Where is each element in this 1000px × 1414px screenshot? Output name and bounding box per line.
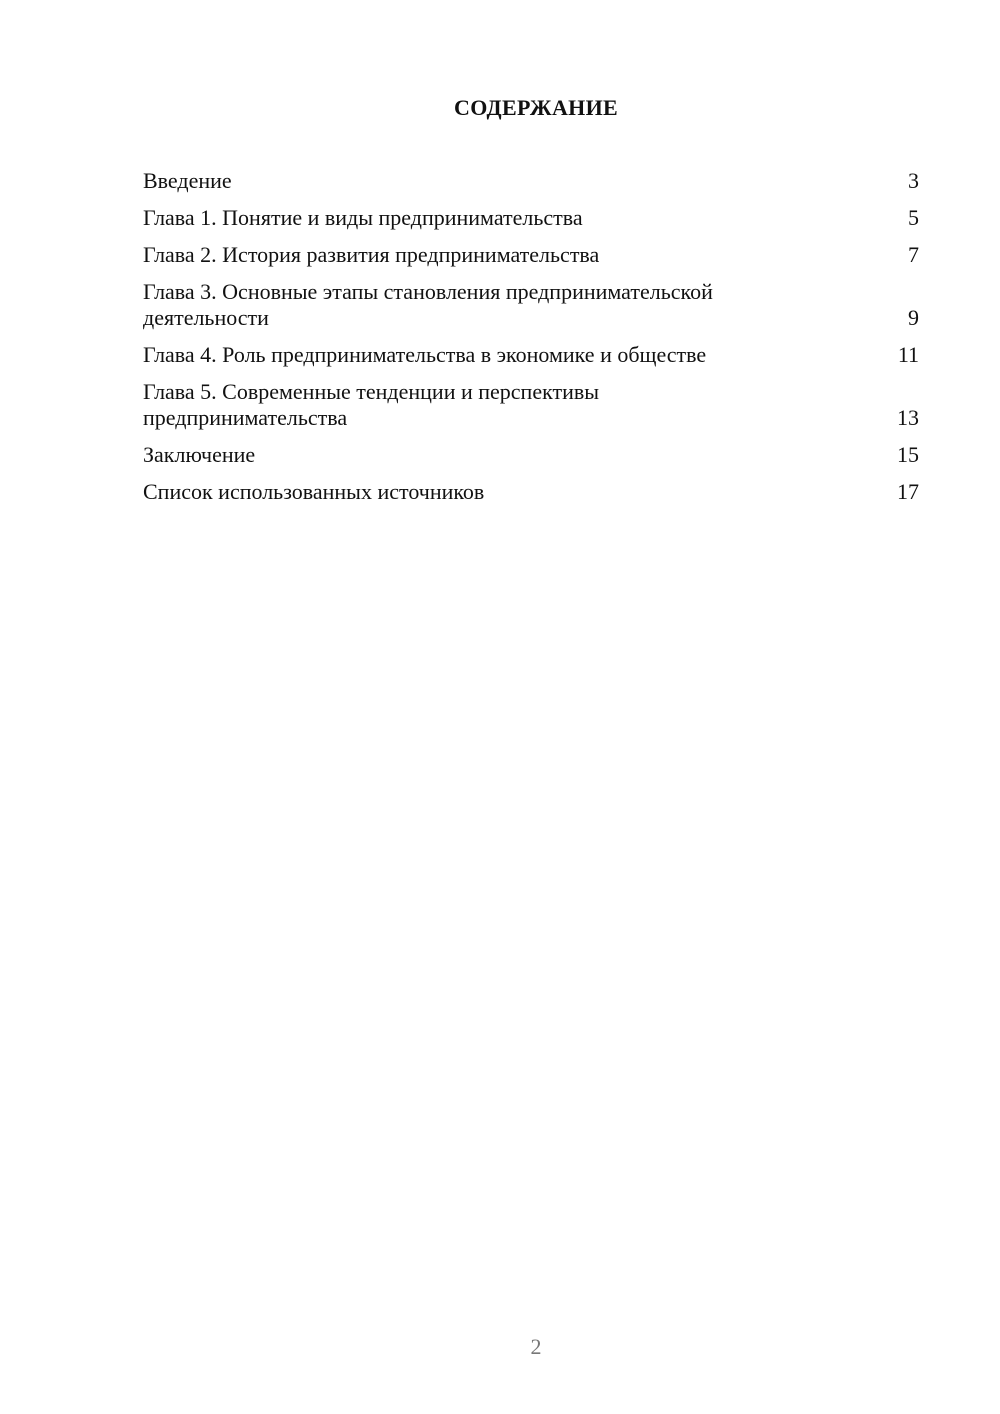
toc-entry-title: Введение bbox=[143, 168, 232, 193]
toc-entry-title: Глава 5. Современные тенденции и перспективы предпринимательства bbox=[143, 379, 600, 430]
toc-entry-page: 7 bbox=[908, 242, 919, 267]
toc-entry-title: Глава 1. Понятие и виды предпринимательства bbox=[143, 205, 583, 230]
toc-entry-page: 5 bbox=[908, 205, 919, 230]
toc-entry-chapter-1[interactable] bbox=[143, 205, 919, 231]
toc-entry-chapter-5[interactable] bbox=[143, 379, 919, 431]
toc-entry-page: 3 bbox=[908, 168, 919, 193]
toc-entry-page: 9 bbox=[908, 305, 919, 330]
toc-entry-title: Список использованных источников bbox=[143, 479, 485, 504]
toc-entry-introduction[interactable] bbox=[143, 168, 919, 194]
page-number: 2 bbox=[530, 1334, 542, 1359]
toc-entry-page: 11 bbox=[897, 342, 919, 367]
toc-entry-chapter-2[interactable] bbox=[143, 242, 919, 268]
toc-entry-conclusion[interactable] bbox=[143, 442, 919, 468]
toc-entry-page: 13 bbox=[897, 405, 919, 430]
toc-entry-references[interactable] bbox=[143, 479, 919, 505]
table-of-contents bbox=[143, 168, 919, 516]
toc-entry-title: Глава 3. Основные этапы становления предпринимательской деятельности bbox=[143, 279, 713, 330]
page-title: СОДЕРЖАНИЕ bbox=[454, 95, 618, 120]
toc-entry-title: Глава 2. История развития предпринимательства bbox=[143, 242, 600, 267]
toc-entry-chapter-4[interactable] bbox=[143, 342, 919, 368]
toc-entry-page: 17 bbox=[897, 479, 919, 504]
toc-entry-chapter-3[interactable] bbox=[143, 279, 919, 331]
toc-entry-title: Заключение bbox=[143, 442, 256, 467]
toc-entry-title: Глава 4. Роль предпринимательства в экономике и обществе bbox=[143, 342, 707, 367]
toc-entry-page: 15 bbox=[897, 442, 919, 467]
